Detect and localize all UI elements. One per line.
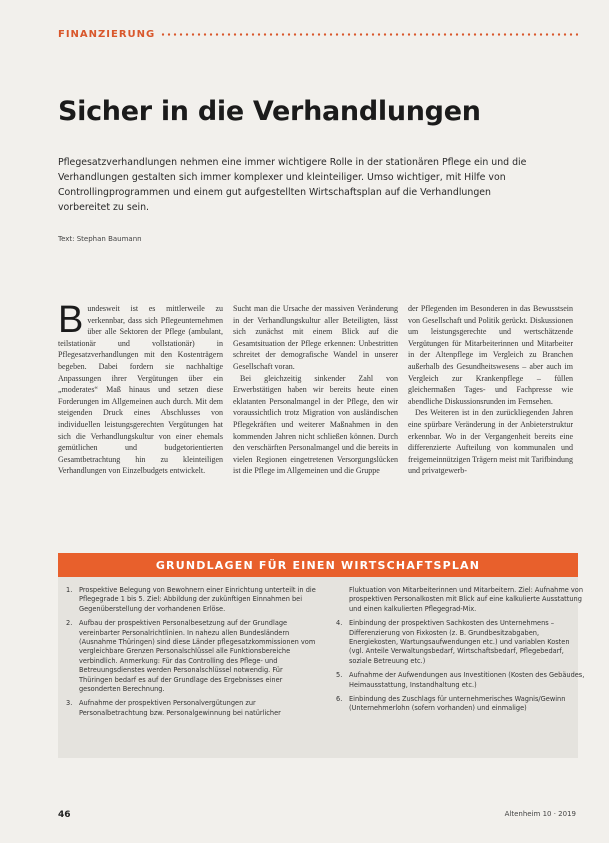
list-item (66, 699, 316, 718)
list-item (66, 619, 316, 694)
byline: Text: Stephan Baumann (58, 235, 142, 243)
article-lead: Pflegesatzverhandlungen nehmen eine immer wichtigere Rolle in der stationären Pflege ein und die Verhandlungen gestalten sich immer komplexer und kleinteiliger. Umso wichtiger, mit Hilfe von Controllingprogrammen und einem gut aufgestellten Wirtschaftsplan auf die Verhandlungen vorbereitet zu sein. (58, 157, 527, 213)
list-number: 1. (66, 586, 73, 594)
list-number (336, 586, 349, 614)
list-text: Einbindung der prospektiven Sachkosten des Unternehmens – Differenzierung von Fixkosten (z. B. Grundbesitzabgaben, Energiekosten, Wartungsaufwendungen etc.) und variablen Kosten (vgl. Anteile Verwaltungsbedarf, Wirtschaftsbedarf, Pflegebedarf, soziale Betreuung etc.) (349, 619, 570, 665)
list-text: Aufbau der prospektiven Personalbesetzung auf der Grundlage vereinbarter Personalrichtlinien. In nahezu allen Bundesländern (Ausnahme Thüringen) sind diese Länder pflegesatzkommissionen vom vergleichbare Grenzen Personalschlüssel alle Funktionsbereiche verbindlich. Anmerkung: Für das Controlling des Pflege- und Betreuungsdienstes werden Personalschlüssel notwendig. Für Thüringen bedarf es auf der Grundlage des Ergebnisses einer gesonderten Berechnung. (79, 619, 316, 694)
article-body (58, 303, 574, 555)
info-box-columns (58, 577, 585, 756)
issue-label: Altenheim 10 · 2019 (504, 810, 576, 818)
list-number: 2. (66, 619, 73, 628)
list-number: 5. (336, 671, 343, 680)
article-title: Sicher in die Verhandlungen (58, 96, 481, 127)
list-item (336, 695, 586, 714)
body-paragraph: Des Weiteren ist in den zurückliegenden Jahren eine spürbare Veränderung in der Anbieterstruktur erkennbar. Wo in der Vergangenheit bereits eine differenzierte Aufteilung von kommunalen und freigemeinnützigen Trägern meist mit Tarifbindung und privatgewerb- (408, 408, 573, 476)
list-item (336, 671, 586, 690)
info-list-left (66, 586, 316, 718)
list-text: Einbindung des Zuschlags für unternehmerisches Wagnis/Gewinn (Unternehmerlohn (sofern vorhanden) und einmalige) (349, 695, 566, 713)
list-text: Prospektive Belegung von Bewohnern einer Einrichtung unterteilt in die Pflegegrade 1 bis 5. Ziel: Abbildung der zukünftigen Einnahmen bei Gegenüberstellung der vorhandenen Erlöse. (79, 586, 316, 613)
dotted-rule (160, 33, 578, 36)
info-box-right-column (336, 586, 586, 756)
info-box-left-column (66, 586, 316, 756)
body-column-3 (408, 303, 573, 555)
list-text: Aufnahme der prospektiven Personalvergütungen zur Personalbetrachtung bzw. Personalgewinnung bei natürlicher (79, 699, 281, 717)
body-column-1 (58, 303, 223, 555)
body-paragraph: Bei gleichzeitig sinkender Zahl von Erwerbstätigen haben wir bereits heute einen eklatanten Personalmangel in der Pflege, den wir voraussichtlich trotz Migration von ausländischen Pflegekräften und weiterer Maßnahmen in den kommenden Jahren nicht schließen können. Durch den verschärften Personalmangel und die bereits in vielen Regionen eingetretenen Versorgungslücken ist die Pflege im Allgemeinen und die Gruppe (233, 373, 398, 476)
body-paragraph: der Pflegenden im Besonderen in das Bewusstsein von Gesellschaft und Politik gerückt. Diskussionen um leistungsgerechte und wertschätzende Vergütungen für Mitarbeiterinnen und Mitarbeiter in der Altenpflege im Vergleich zu Branchen außerhalb des Gesundheitswesens – aber auch im Vergleich zur Krankenpflege – füllen gleichermaßen Tages- und Fachpresse wie abendliche Diskussionsrunden im Fernsehen. (408, 304, 573, 406)
list-item (66, 586, 316, 614)
list-item (336, 586, 586, 614)
info-box-header (58, 553, 578, 577)
drop-cap: B (58, 303, 84, 341)
info-box (58, 553, 585, 758)
body-paragraph: Sucht man die Ursache der massiven Veränderung in der Verhandlungskultur aller Beteiligten, lässt sich zunächst mit einem Blick auf die Gesamtsituation der Pflege erkennen: Unbestritten schreitet der demografische Wandel in unserer Gesellschaft voran. (233, 304, 398, 371)
body-column-2 (233, 303, 398, 555)
body-text: undesweit ist es mittlerweile zu verkennbar, dass sich Pflegeunternehmen über alle Sektoren der Pflege (ambulant, teilstationär und vollstationär) in Pflegesatzverhandlungen mit den Kostenträgern begeben. Dabei fordern sie nachhaltige Anpassungen ihrer Vergütungen über ein „moderates“ Maß hinaus und setzen diese Forderungen im Allgemeinen auch durch. Mit dem steigenden Druck eines Abschlusses von individuellen leistungsgerechten Vergütungen hat sich die Verhandlungskultur von einer ehemals gemütlichen und budgetorientierten Gesamtbetrachtung hin zu kleinteiligen Verhandlungen von Einzelbudgets entwickelt. (58, 304, 223, 476)
list-text: Fluktuation von Mitarbeiterinnen und Mitarbeitern. Ziel: Aufnahme von prospektiven Personalkosten mit Blick auf eine kalkulierte Ausstattung und einen kalkulierten Pflegegrad-Mix. (349, 586, 584, 613)
list-number: 4. (336, 619, 343, 628)
list-number: 3. (66, 699, 73, 708)
section-title: FINANZIERUNG (58, 29, 156, 40)
list-text: Aufnahme der Aufwendungen aus Investitionen (Kosten des Gebäudes, Heimausstattung, Instandhaltung etc.) (349, 671, 585, 689)
list-item (336, 619, 586, 666)
body-paragraph (58, 303, 223, 477)
info-list-right (336, 586, 586, 714)
list-number: 6. (336, 695, 343, 704)
page-number: 46 (58, 810, 71, 820)
info-box-title: GRUNDLAGEN FÜR EINEN WIRTSCHAFTSPLAN (155, 558, 481, 572)
section-header (58, 29, 578, 40)
